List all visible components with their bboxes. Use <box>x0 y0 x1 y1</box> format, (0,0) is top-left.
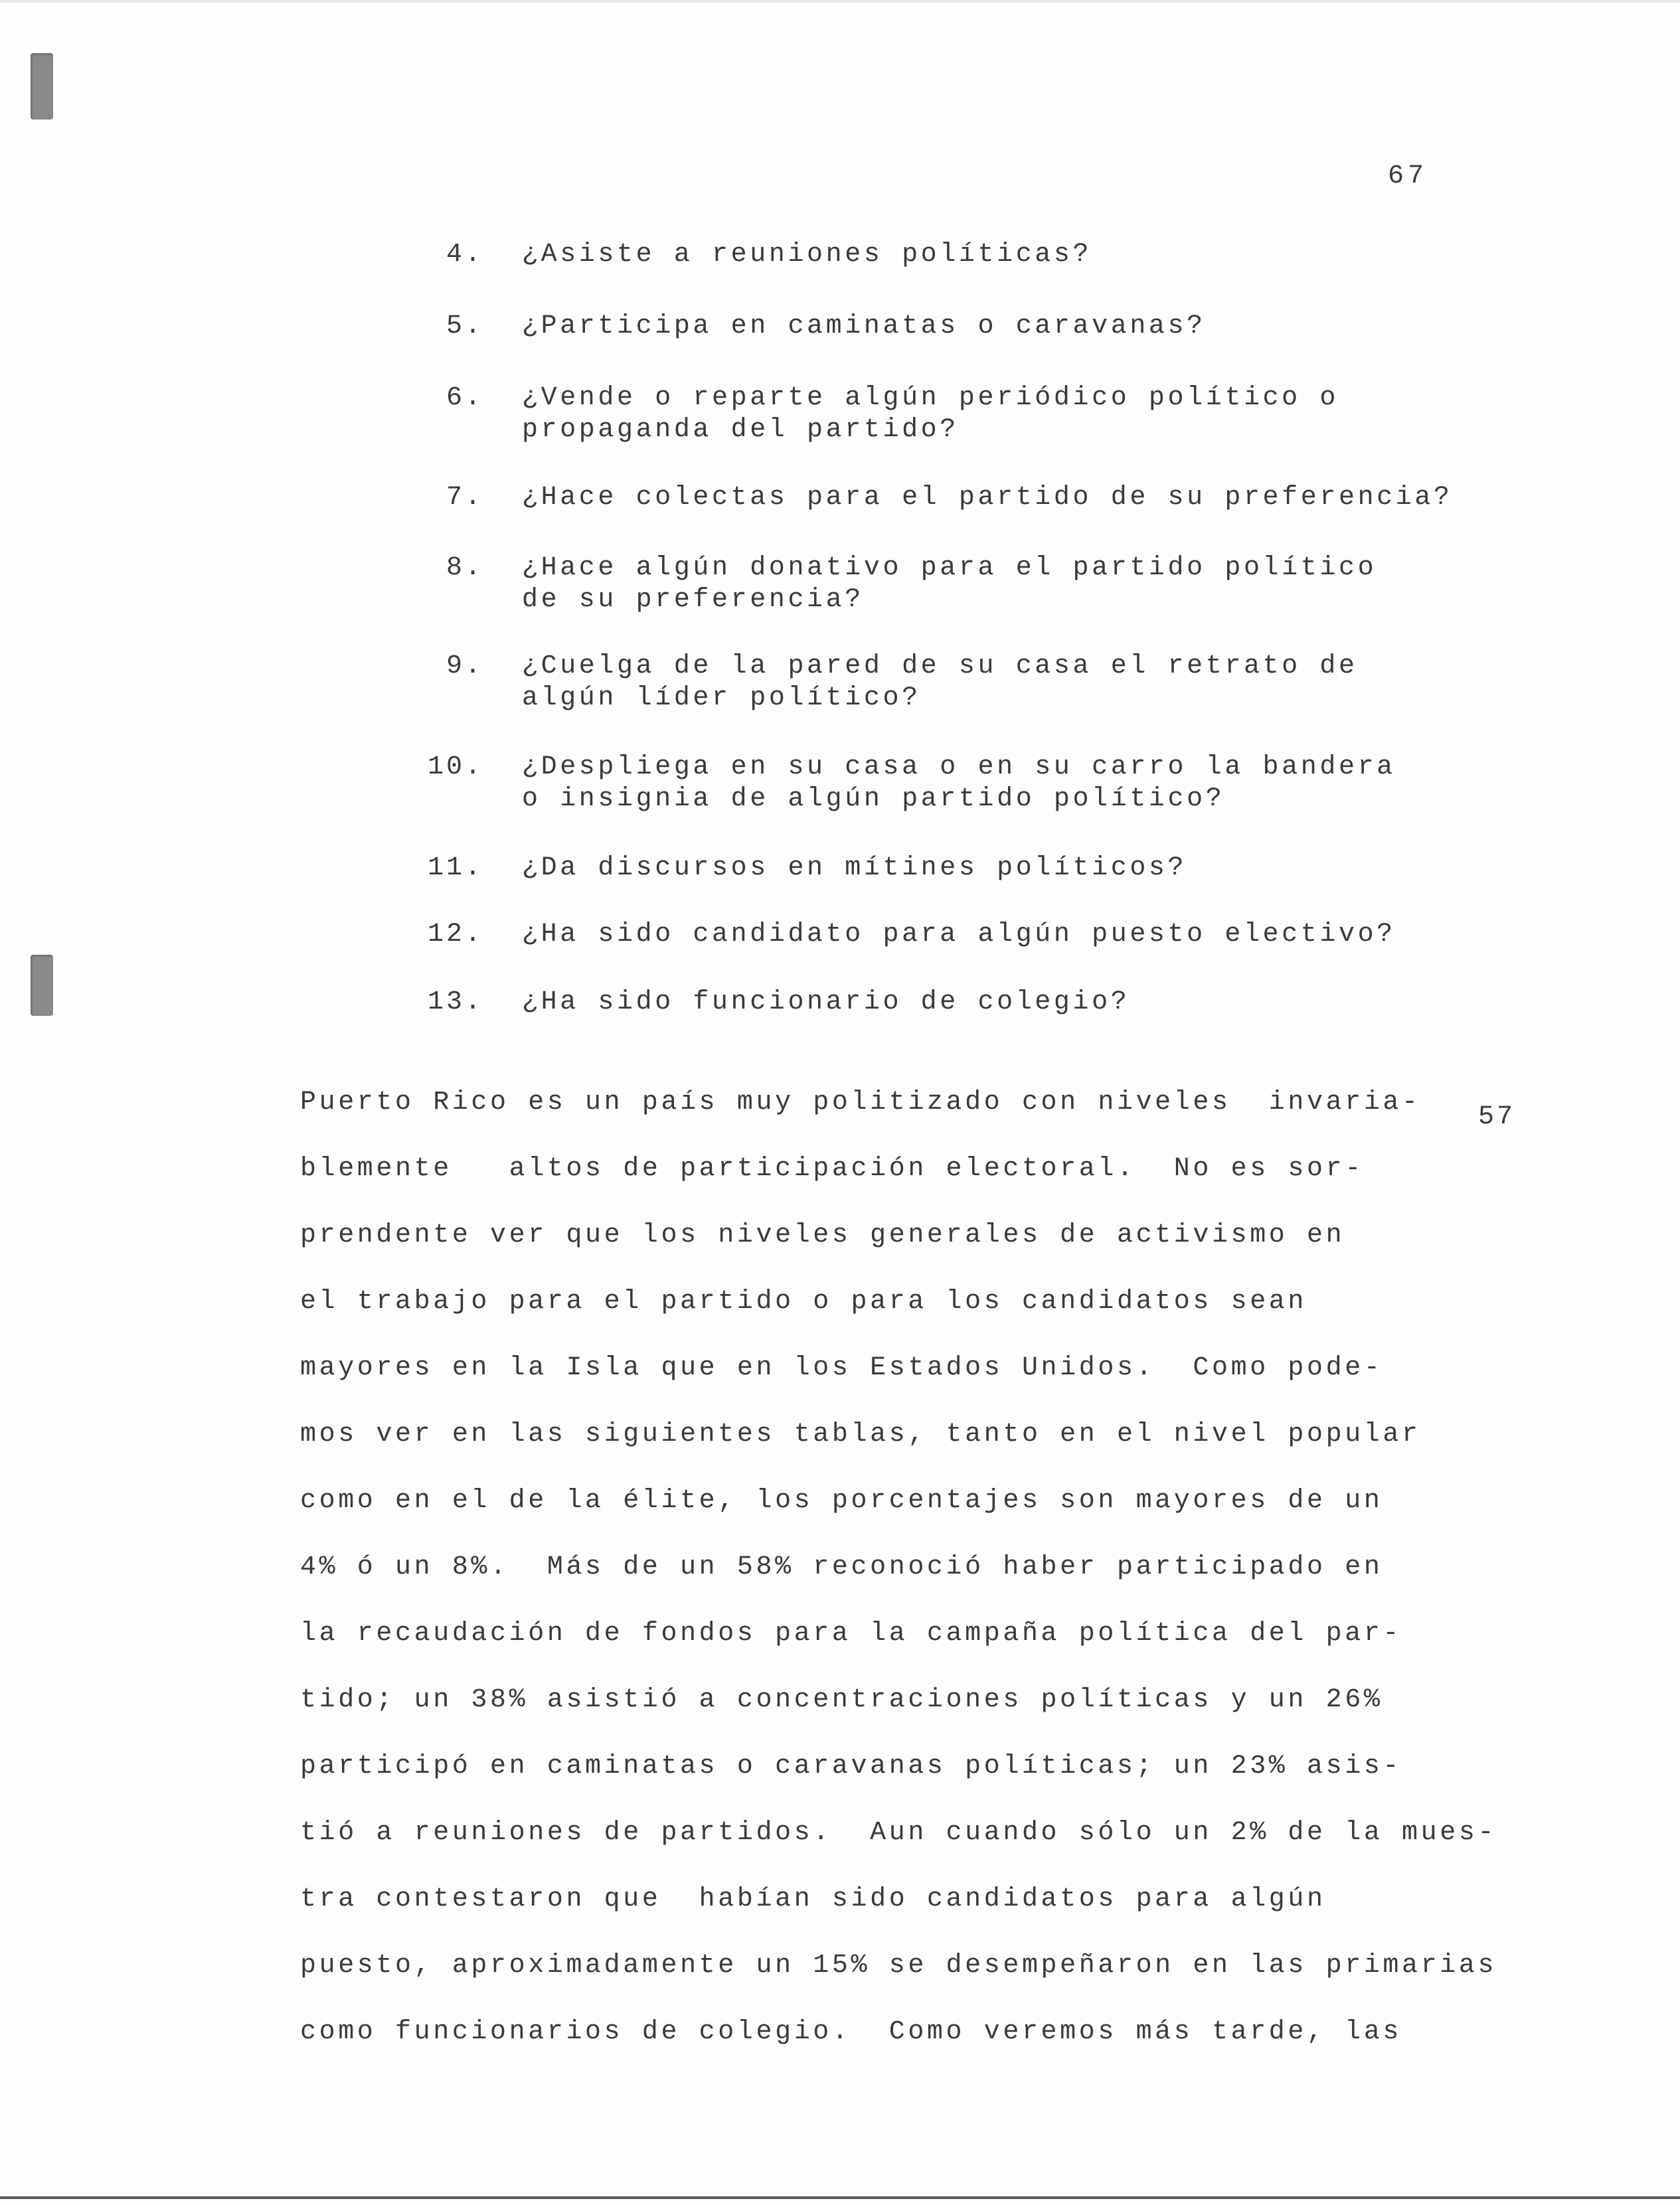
paragraph-line: blemente altos de participación electoral. No es sor- <box>300 1154 1364 1184</box>
paragraph-line: el trabajo para el partido o para los candidatos sean <box>300 1287 1307 1317</box>
paragraph-line: tra contestaron que habían sido candidatos para algún <box>300 1884 1326 1914</box>
page-top-edge <box>0 0 1680 3</box>
paragraph-line: mos ver en las siguientes tablas, tanto en el nivel popular <box>300 1420 1421 1449</box>
page-number: 67 <box>1388 161 1428 191</box>
body-paragraph <box>300 1086 1562 2082</box>
question-text: ¿Ha sido candidato para algún puesto electivo? <box>522 920 1396 949</box>
paragraph-line: tido; un 38% asistió a concentraciones políticas y un 26% <box>300 1685 1383 1715</box>
question-number: 6. <box>446 383 483 413</box>
question-number: 7. <box>446 483 483 513</box>
page-bottom-edge <box>0 2196 1680 2199</box>
question-text: ¿Da discursos en mítines políticos? <box>522 853 1187 883</box>
question-number: 4. <box>446 240 483 270</box>
question-number: 5. <box>446 311 483 341</box>
paragraph-line: participó en caminatas o caravanas políticas; un 23% asis- <box>300 1752 1402 1781</box>
paragraph-line: 4% ó un 8%. Más de un 58% reconoció haber participado en <box>300 1552 1383 1582</box>
question-number: 10. <box>427 752 483 782</box>
question-number: 9. <box>446 651 483 681</box>
question-number: 8. <box>446 553 483 583</box>
binder-hole-middle <box>31 955 53 1016</box>
margin-number: 57 <box>1478 1102 1516 1132</box>
paragraph-line: como en el de la élite, los porcentajes son mayores de un <box>300 1486 1383 1516</box>
paragraph-line: prendente ver que los niveles generales de activismo en <box>300 1220 1345 1250</box>
question-text: ¿Asiste a reuniones políticas? <box>522 240 1092 270</box>
paragraph-line: Puerto Rico es un país muy politizado con niveles invaria- <box>300 1088 1421 1117</box>
question-text: ¿Cuelga de la pared de su casa el retrato de algún líder político? <box>522 651 1358 713</box>
question-text: ¿Ha sido funcionario de colegio? <box>522 987 1130 1017</box>
binder-hole-top <box>31 53 53 120</box>
paragraph-line: tió a reuniones de partidos. Aun cuando sólo un 2% de la mues- <box>300 1818 1497 1848</box>
question-text: ¿Participa en caminatas o caravanas? <box>522 311 1206 341</box>
paragraph-line: puesto, aproximadamente un 15% se desempeñaron en las primarias <box>300 1951 1497 1981</box>
paragraph-line: como funcionarios de colegio. Como veremos más tarde, las <box>300 2017 1402 2047</box>
question-number: 11. <box>427 853 483 883</box>
question-number: 12. <box>427 920 483 949</box>
question-text: ¿Hace colectas para el partido de su preferencia? <box>522 483 1453 513</box>
question-text: ¿Hace algún donativo para el partido político de su preferencia? <box>522 553 1377 615</box>
question-number: 13. <box>427 987 483 1017</box>
question-text: ¿Despliega en su casa o en su carro la bandera o insignia de algún partido político? <box>522 752 1396 814</box>
paragraph-line: mayores en la Isla que en los Estados Unidos. Como pode- <box>300 1353 1383 1383</box>
question-text: ¿Vende o reparte algún periódico político o propaganda del partido? <box>522 383 1339 445</box>
paragraph-line: la recaudación de fondos para la campaña política del par- <box>300 1619 1402 1649</box>
